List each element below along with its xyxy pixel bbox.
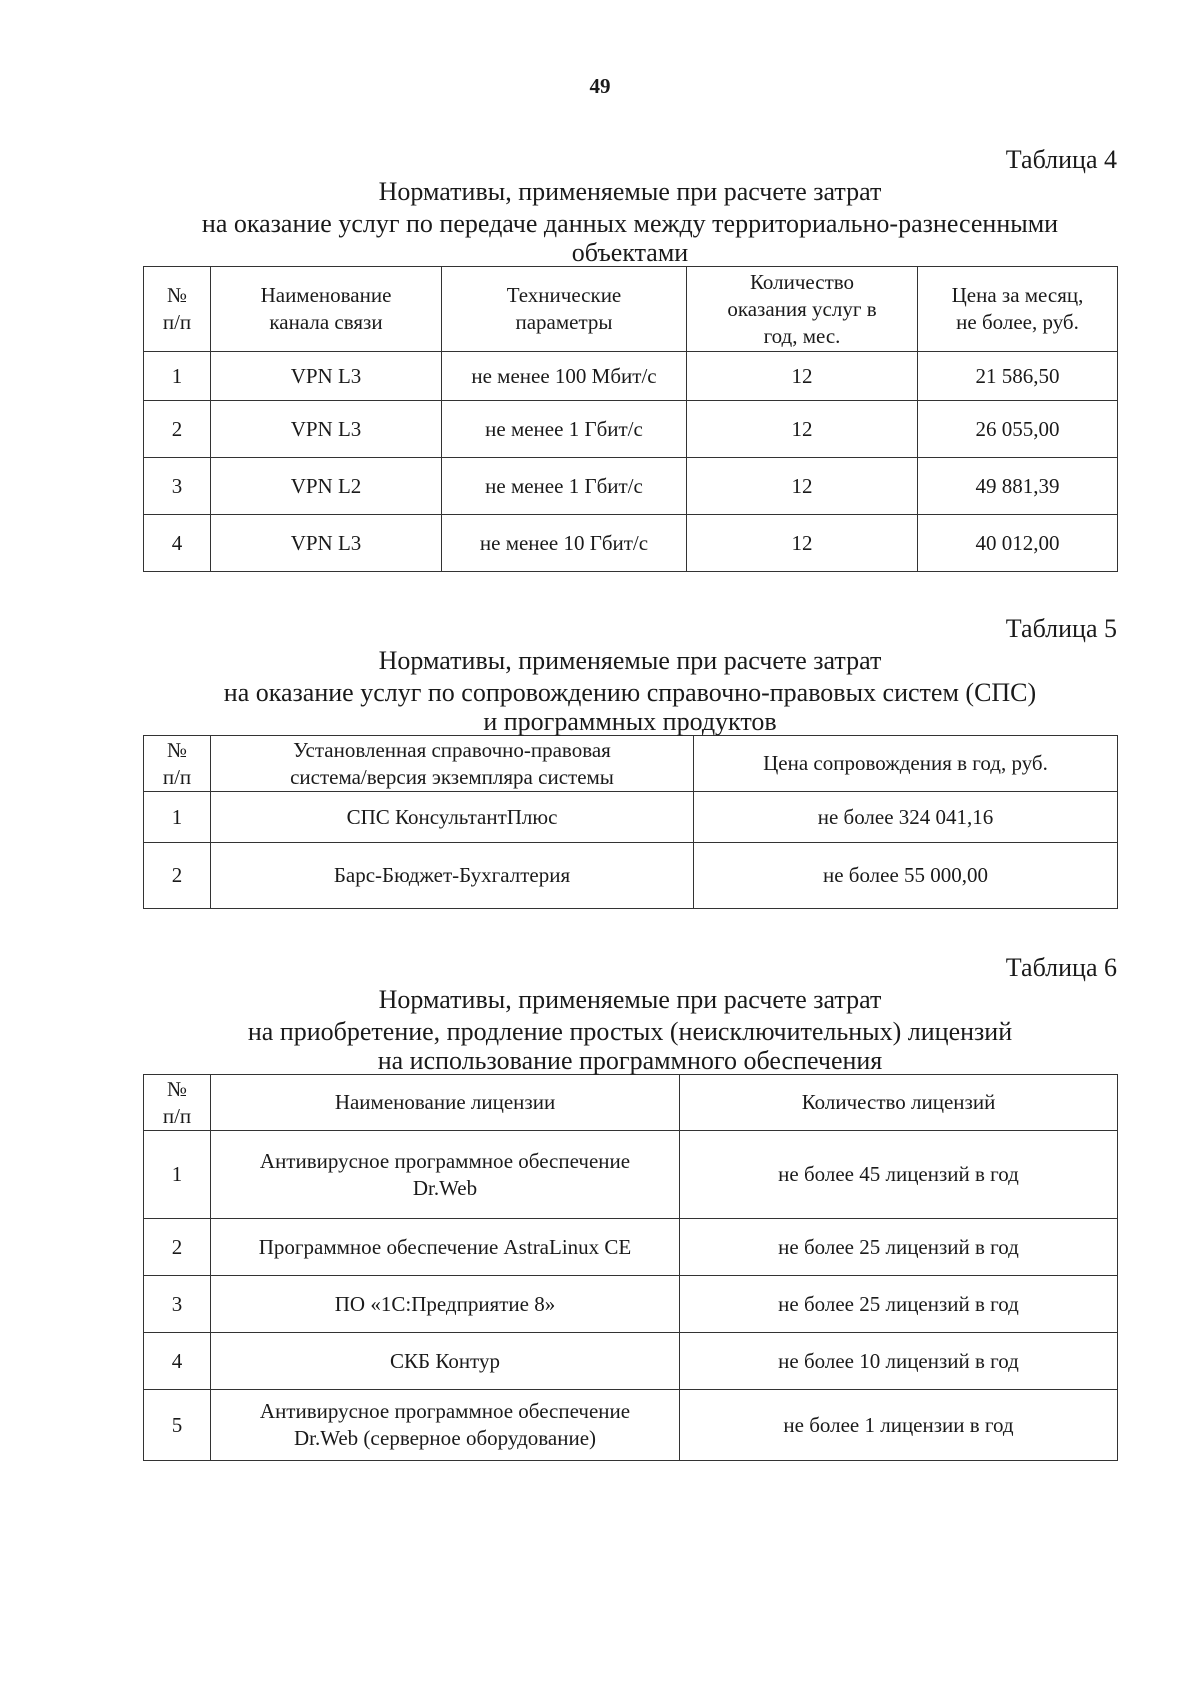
table5-section	[143, 613, 1117, 909]
header-text: №	[166, 283, 188, 307]
table4-title-line: объектами	[571, 238, 689, 267]
table6-cell-license	[211, 1333, 680, 1390]
table-row	[144, 1131, 1118, 1219]
table-row	[144, 352, 1118, 401]
table-row	[144, 792, 1118, 843]
table-row	[144, 515, 1118, 572]
table6-cell-num: 1	[144, 1131, 211, 1219]
header-text: не более, руб.	[956, 310, 1079, 334]
table4-cell-price: 40 012,00	[918, 515, 1118, 572]
header-text: п/п	[162, 310, 192, 334]
table5	[143, 735, 1118, 909]
table6-header-license: Наименование лицензии	[211, 1075, 680, 1131]
header-text: Установленная справочно-правовая	[293, 737, 611, 762]
table5-cell-system: СПС КонсультантПлюс	[211, 792, 694, 843]
table4-header-row	[144, 267, 1118, 352]
table5-cell-price: не более 55 000,00	[694, 843, 1118, 909]
table6-label: Таблица 6	[1005, 953, 1117, 982]
table6-section	[143, 952, 1117, 1461]
table4-cell-qty: 12	[687, 515, 918, 572]
table6-cell-count: не более 10 лицензий в год	[680, 1333, 1118, 1390]
header-text: п/п	[162, 764, 192, 789]
table4-cell-name: VPN L2	[211, 458, 442, 515]
header-text: Количество	[749, 269, 855, 294]
table4-title-line: на оказание услуг по передаче данных между территориально-разнесенными	[201, 209, 1059, 238]
table5-title-line: Нормативы, применяемые при расчете затрат	[378, 646, 882, 675]
table4-cell-num: 2	[144, 401, 211, 458]
table4-label: Таблица 4	[1005, 145, 1117, 174]
table-row	[144, 1219, 1118, 1276]
cell-text: Антивирусное программное обеспечение	[259, 1399, 631, 1423]
table6-cell-num: 3	[144, 1276, 211, 1333]
table6-cell-license	[211, 1390, 680, 1461]
table-row	[144, 401, 1118, 458]
cell-text: Dr.Web (серверное оборудование)	[293, 1426, 597, 1450]
table6-cell-license	[211, 1276, 680, 1333]
table5-title	[143, 645, 1117, 735]
header-text: год, мес.	[763, 323, 841, 348]
table6-cell-license	[211, 1219, 680, 1276]
header-text: канала связи	[269, 310, 383, 334]
table-row	[144, 458, 1118, 515]
table4-cell-num: 1	[144, 352, 211, 401]
header-text: №	[166, 737, 188, 762]
table-row	[144, 843, 1118, 909]
table5-cell-num: 1	[144, 792, 211, 843]
table4-cell-qty: 12	[687, 458, 918, 515]
table4-cell-price: 26 055,00	[918, 401, 1118, 458]
table6-cell-num: 5	[144, 1390, 211, 1461]
table6-cell-num: 2	[144, 1219, 211, 1276]
table4-header-params	[442, 267, 687, 352]
cell-text: Антивирусное программное обеспечение	[259, 1148, 631, 1173]
table4-cell-qty: 12	[687, 352, 918, 401]
table4-header-num	[144, 267, 211, 352]
table6-title-line: на приобретение, продление простых (неисключительных) лицензий	[247, 1017, 1013, 1046]
header-text: Наименование	[260, 283, 392, 307]
table-row	[144, 1390, 1118, 1461]
table6-cell-count: не более 25 лицензий в год	[680, 1276, 1118, 1333]
table-row	[144, 1333, 1118, 1390]
table4-cell-name: VPN L3	[211, 401, 442, 458]
table5-header-row	[144, 736, 1118, 792]
table4-cell-name: VPN L3	[211, 352, 442, 401]
table4	[143, 266, 1118, 572]
table6	[143, 1074, 1118, 1461]
cell-text: Программное обеспечение AstraLinux CE	[258, 1234, 632, 1259]
table-row	[144, 1276, 1118, 1333]
table6-title	[143, 984, 1117, 1074]
table6-cell-license	[211, 1131, 680, 1219]
table6-header-num	[144, 1075, 211, 1131]
table4-cell-num: 3	[144, 458, 211, 515]
table5-header-price: Цена сопровождения в год, руб.	[694, 736, 1118, 792]
table5-title-line: на оказание услуг по сопровождению справочно-правовых систем (СПС)	[223, 678, 1037, 707]
table4-header-name	[211, 267, 442, 352]
header-text: оказания услуг в	[727, 296, 877, 321]
table6-title-line: Нормативы, применяемые при расчете затрат	[378, 985, 882, 1014]
table5-header-system	[211, 736, 694, 792]
table4-title-line: Нормативы, применяемые при расчете затрат	[378, 177, 882, 206]
table4-section	[143, 144, 1117, 572]
table5-cell-system: Барс-Бюджет-Бухгалтерия	[211, 843, 694, 909]
header-text: №	[166, 1076, 188, 1101]
table4-header-price	[918, 267, 1118, 352]
table5-cell-num: 2	[144, 843, 211, 909]
table4-cell-name: VPN L3	[211, 515, 442, 572]
table4-cell-price: 49 881,39	[918, 458, 1118, 515]
table5-header-num	[144, 736, 211, 792]
table4-cell-qty: 12	[687, 401, 918, 458]
table4-cell-params: не менее 1 Гбит/с	[442, 401, 687, 458]
table4-title	[143, 176, 1117, 266]
table6-title-line: на использование программного обеспечения	[377, 1046, 883, 1075]
cell-text: СКБ Контур	[390, 1348, 500, 1373]
table4-cell-num: 4	[144, 515, 211, 572]
table6-header-row	[144, 1075, 1118, 1131]
header-text: система/версия экземпляра системы	[290, 764, 614, 789]
cell-text: Dr.Web	[412, 1175, 478, 1200]
table4-header-qty	[687, 267, 918, 352]
table5-title-line: и программных продуктов	[483, 707, 777, 736]
table4-cell-params: не менее 100 Мбит/с	[442, 352, 687, 401]
table6-cell-count: не более 45 лицензий в год	[680, 1131, 1118, 1219]
page-number: 49	[589, 74, 611, 98]
cell-text: ПО «1С:Предприятие 8»	[334, 1291, 556, 1316]
table4-cell-params: не менее 1 Гбит/с	[442, 458, 687, 515]
table6-cell-count: не более 1 лицензии в год	[680, 1390, 1118, 1461]
header-text: Цена за месяц,	[951, 283, 1084, 307]
table5-label: Таблица 5	[1005, 614, 1117, 643]
header-text: п/п	[162, 1103, 192, 1128]
table6-cell-num: 4	[144, 1333, 211, 1390]
header-text: параметры	[515, 310, 613, 334]
table6-cell-count: не более 25 лицензий в год	[680, 1219, 1118, 1276]
table4-cell-price: 21 586,50	[918, 352, 1118, 401]
table5-cell-price: не более 324 041,16	[694, 792, 1118, 843]
header-text: Технические	[506, 283, 622, 307]
table6-header-count: Количество лицензий	[680, 1075, 1118, 1131]
table4-cell-params: не менее 10 Гбит/с	[442, 515, 687, 572]
